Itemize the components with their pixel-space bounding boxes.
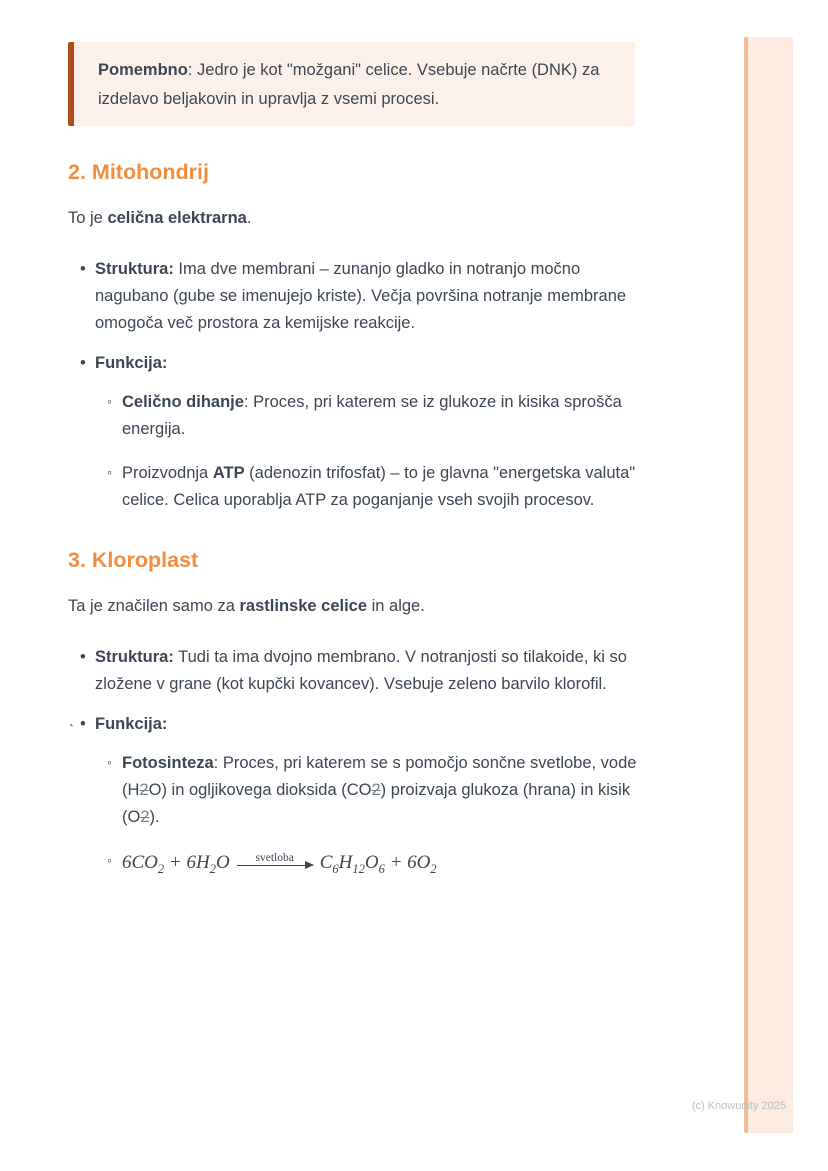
bullet-item-struktura <box>95 644 654 698</box>
sub-bullet-bold: ATP <box>212 464 245 482</box>
sub-bullet-text: : Proces, pri katerem se iz glukoze in kisika sprošča energija. <box>122 393 622 438</box>
bullet-item-funkcija <box>95 350 654 514</box>
section-heading-kloroplast: 3. Kloroplast <box>68 548 199 572</box>
section3-sub-list <box>95 750 654 878</box>
footer-copyright: (c) Knowunity 2025 <box>691 1100 786 1112</box>
subscript: 12 <box>352 861 365 876</box>
formula-text: 6CO <box>122 852 158 873</box>
section3-lead <box>68 593 654 620</box>
important-callout <box>68 42 635 126</box>
sub-bullet-atp <box>122 460 654 514</box>
formula-text: C <box>319 852 333 873</box>
callout-text: : Jedro je kot "možgani" celice. Vsebuje načrte (DNK) za izdelavo beljakovin in upravlja z vsemi procesi. <box>98 61 600 108</box>
lead-post: . <box>246 209 252 227</box>
subscript: 6 <box>378 861 385 876</box>
bullet-text: Ima dve membrani – zunanjo gladko in notranjo močno nagubano (gube se imenujejo kriste). Večja površina notranje membrane omogoča več prostora za kemijske reakcije. <box>95 260 627 332</box>
sub-bullet-bold: Fotosinteza <box>122 754 214 772</box>
equation-rhs <box>320 848 437 878</box>
sub-bullet-text: ) proizvaja glukoza (hrana) in kisik (O <box>122 781 631 826</box>
subscript: 2 <box>209 861 216 876</box>
section3-bullet-list <box>68 644 654 878</box>
formula-text: + 6H <box>164 852 210 873</box>
section2-bullet-list <box>68 256 654 514</box>
formula-text: O <box>215 852 230 873</box>
reaction-arrow <box>237 852 313 867</box>
sub-bullet-post: (adenozin trifosfat) – to je glavna "energetska valuta" celice. Celica uporablja ATP za poganjanje vseh svojih procesov. <box>122 464 636 509</box>
sub-bullet-pre: Proizvodnja <box>122 464 213 482</box>
lead-pre: Ta je značilen samo za <box>68 597 240 615</box>
decorative-side-stripe <box>744 37 793 1133</box>
subscript: 6 <box>332 861 339 876</box>
subscript: 2 <box>157 861 165 876</box>
bullet-text: Tudi ta ima dvojno membrano. V notranjosti so tilakoide, ki so zložene v grane (kot kupčki kovancev). Vsebuje zeleno barvilo klorofil. <box>95 648 627 693</box>
bullet-lead-bold: Funkcija: <box>95 354 168 372</box>
sub-bullet-text: : Proces, pri katerem se s pomočjo sončne svetlobe, vode (H <box>122 754 637 799</box>
callout-label: Pomembno <box>98 61 188 79</box>
sub-bullet-text: ). <box>149 808 160 826</box>
sub-bullet-celicno-dihanje <box>122 389 654 443</box>
bullet-lead-bold: Struktura: <box>95 260 174 278</box>
lead-post: in alge. <box>367 597 425 615</box>
stray-backtick: ` <box>69 722 74 739</box>
section2-lead <box>68 205 654 232</box>
struck-subscript: 2 <box>140 808 150 826</box>
lead-bold: celična elektrarna <box>107 209 247 227</box>
formula-text: H <box>338 852 353 873</box>
struck-subscript: 2 <box>371 781 381 799</box>
lead-bold: rastlinske celice <box>239 597 368 615</box>
sub-bullet-text: O) in ogljikovega dioksida (CO <box>148 781 372 799</box>
bullet-item-funkcija <box>95 711 654 878</box>
equation-lhs <box>122 848 230 878</box>
formula-text: + 6O <box>384 852 431 873</box>
arrow-shaft <box>237 865 313 867</box>
section2-sub-list <box>95 389 654 514</box>
bullet-lead-bold: Struktura: <box>95 648 174 666</box>
section-heading-mitohondrij: 2. Mitohondrij <box>68 160 209 184</box>
bullet-item-struktura <box>95 256 654 337</box>
subscript: 2 <box>430 861 437 876</box>
lead-pre: To je <box>68 209 108 227</box>
sub-bullet-fotosinteza <box>122 750 654 831</box>
sub-bullet-bold: Celično dihanje <box>122 393 244 411</box>
reaction-condition-label: svetloba <box>255 851 294 864</box>
bullet-lead-bold: Funkcija: <box>95 715 168 733</box>
formula-text: O <box>364 852 379 873</box>
chemical-equation <box>122 848 654 878</box>
document-content <box>68 42 654 895</box>
struck-subscript: 2 <box>139 781 149 799</box>
sub-bullet-equation <box>122 848 654 878</box>
